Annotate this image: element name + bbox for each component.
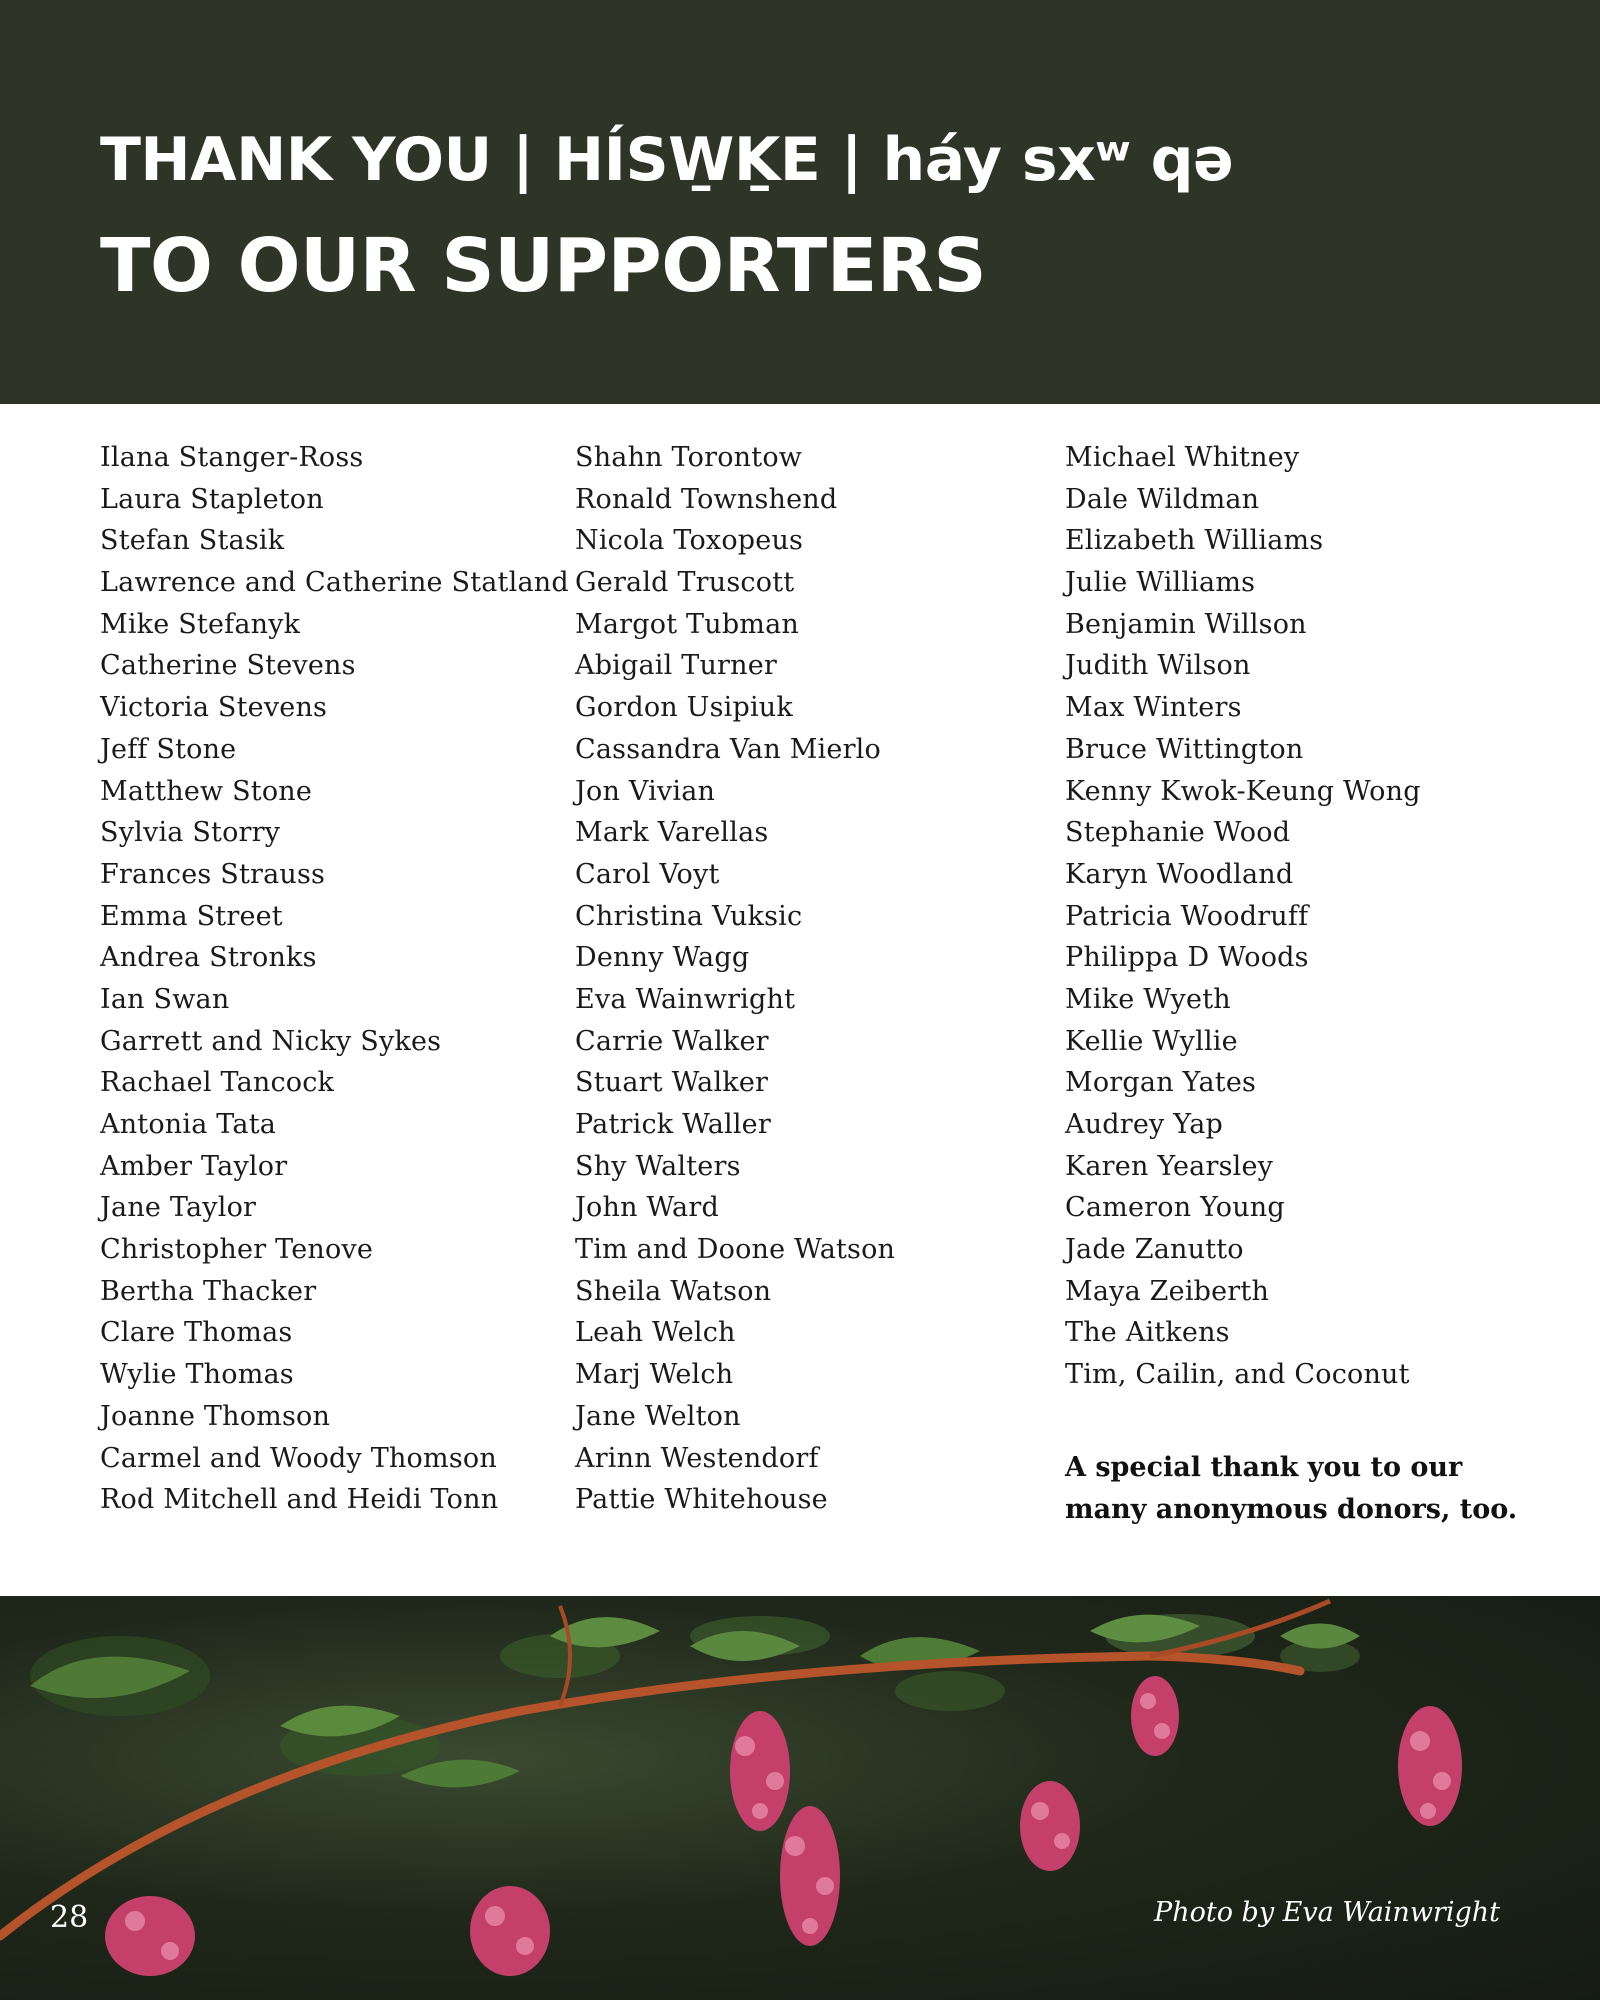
supporter-name: Benjamin Willson xyxy=(1065,608,1307,640)
supporter-name: Garrett and Nicky Sykes xyxy=(100,1025,442,1057)
supporter-name: Amber Taylor xyxy=(100,1150,288,1182)
supporter-name: Cassandra Van Mierlo xyxy=(575,733,881,765)
supporter-name: Arinn Westendorf xyxy=(575,1442,819,1474)
supporter-name: Ian Swan xyxy=(100,983,230,1015)
supporter-name: Shahn Torontow xyxy=(575,442,803,473)
supporter-name: Kenny Kwok-Keung Wong xyxy=(1065,775,1421,807)
supporter-name: Patrick Waller xyxy=(575,1109,771,1140)
supporters-column-3 xyxy=(1065,437,1421,1396)
supporter-name: Eva Wainwright xyxy=(575,983,796,1015)
supporter-name: Catherine Stevens xyxy=(100,650,356,682)
page-subtitle: TO OUR SUPPORTERS xyxy=(100,223,987,309)
supporter-name: Stefan Stasik xyxy=(100,525,285,557)
supporter-name: The Aitkens xyxy=(1065,1317,1230,1349)
supporter-name: Rachael Tancock xyxy=(100,1067,335,1099)
supporter-name: Carmel and Woody Thomson xyxy=(100,1442,497,1474)
supporter-name: Morgan Yates xyxy=(1065,1067,1257,1099)
supporter-name: Andrea Stronks xyxy=(100,942,317,974)
supporter-name: Dale Wildman xyxy=(1065,483,1260,515)
supporter-name: Shy Walters xyxy=(575,1150,741,1182)
supporter-name: Christina Vuksic xyxy=(575,900,803,932)
supporter-name: Julie Williams xyxy=(1065,567,1256,599)
supporter-name: Carrie Walker xyxy=(575,1025,769,1057)
photo-credit: Photo by Eva Wainwright xyxy=(1154,1897,1500,1928)
supporter-name: Judith Wilson xyxy=(1065,650,1251,682)
supporter-name: Philippa D Woods xyxy=(1065,942,1309,974)
supporter-name: Tim and Doone Watson xyxy=(575,1234,896,1266)
supporter-name: Bertha Thacker xyxy=(100,1275,317,1307)
supporter-name: Mike Stefanyk xyxy=(100,608,301,640)
supporter-name: Lawrence and Catherine Statland xyxy=(100,567,569,599)
supporters-column-2 xyxy=(575,437,895,1521)
special-thanks: A special thank you to our many anonymous donors, too. xyxy=(1065,1452,1518,1525)
supporter-name: Pattie Whitehouse xyxy=(575,1484,828,1516)
supporter-name: Frances Strauss xyxy=(100,858,326,890)
supporter-name: Kellie Wyllie xyxy=(1065,1025,1238,1057)
supporter-name: Bruce Wittington xyxy=(1065,733,1304,765)
supporter-name: Christopher Tenove xyxy=(100,1234,374,1266)
supporter-name: Maya Zeiberth xyxy=(1065,1275,1270,1307)
supporter-name: Victoria Stevens xyxy=(100,692,328,724)
supporter-name: Laura Stapleton xyxy=(100,483,324,515)
supporter-name: Gerald Truscott xyxy=(575,567,795,599)
supporter-name: Stuart Walker xyxy=(575,1067,769,1099)
supporter-name: Mark Varellas xyxy=(575,817,769,849)
supporter-name: Ilana Stanger-Ross xyxy=(100,442,364,473)
supporter-name: Matthew Stone xyxy=(100,775,313,807)
supporter-name: Max Winters xyxy=(1065,692,1242,724)
supporter-name: Karen Yearsley xyxy=(1065,1150,1274,1182)
supporter-name: Rod Mitchell and Heidi Tonn xyxy=(100,1484,499,1516)
page-number: 28 xyxy=(50,1900,89,1935)
supporter-name: Emma Street xyxy=(100,900,283,932)
supporter-name: Elizabeth Williams xyxy=(1065,525,1324,557)
supporter-name: Patricia Woodruff xyxy=(1065,900,1309,932)
supporter-name: Michael Whitney xyxy=(1065,442,1300,473)
supporter-name: Ronald Townshend xyxy=(575,483,838,515)
supporter-name: Jane Welton xyxy=(575,1400,741,1432)
supporter-name: Audrey Yap xyxy=(1065,1109,1224,1140)
supporter-name: Nicola Toxopeus xyxy=(575,525,804,557)
supporter-name: Jane Taylor xyxy=(100,1192,257,1224)
supporter-name: Stephanie Wood xyxy=(1065,817,1291,849)
supporter-name: Abigail Turner xyxy=(575,650,778,682)
supporter-name: Jade Zanutto xyxy=(1065,1234,1244,1266)
supporter-name: Jeff Stone xyxy=(100,733,237,765)
supporter-name: John Ward xyxy=(575,1192,719,1224)
supporter-name: Sylvia Storry xyxy=(100,817,281,849)
supporters-column-1 xyxy=(100,437,569,1521)
header-banner xyxy=(0,0,1600,404)
supporter-name: Clare Thomas xyxy=(100,1317,293,1349)
supporter-name: Cameron Young xyxy=(1065,1192,1285,1224)
page-title: THANK YOU | HÍSW̱ḴE | háy sxʷ qə xyxy=(100,125,1234,195)
flower-photo xyxy=(0,1596,1600,2000)
supporter-name: Mike Wyeth xyxy=(1065,983,1231,1015)
flowering-currant-illustration xyxy=(0,1596,1600,2000)
supporter-name: Tim, Cailin, and Coconut xyxy=(1065,1359,1410,1391)
supporter-name: Leah Welch xyxy=(575,1317,736,1349)
supporter-name: Gordon Usipiuk xyxy=(575,692,793,724)
supporter-name: Margot Tubman xyxy=(575,608,799,640)
supporter-name: Karyn Woodland xyxy=(1065,858,1294,890)
supporter-name: Denny Wagg xyxy=(575,942,750,974)
supporter-name: Marj Welch xyxy=(575,1359,734,1391)
supporter-name: Sheila Watson xyxy=(575,1275,772,1307)
supporter-name: Antonia Tata xyxy=(100,1109,277,1140)
supporter-name: Joanne Thomson xyxy=(100,1400,331,1432)
supporter-name: Jon Vivian xyxy=(575,775,716,807)
supporter-name: Wylie Thomas xyxy=(100,1359,294,1391)
supporter-name: Carol Voyt xyxy=(575,858,720,890)
